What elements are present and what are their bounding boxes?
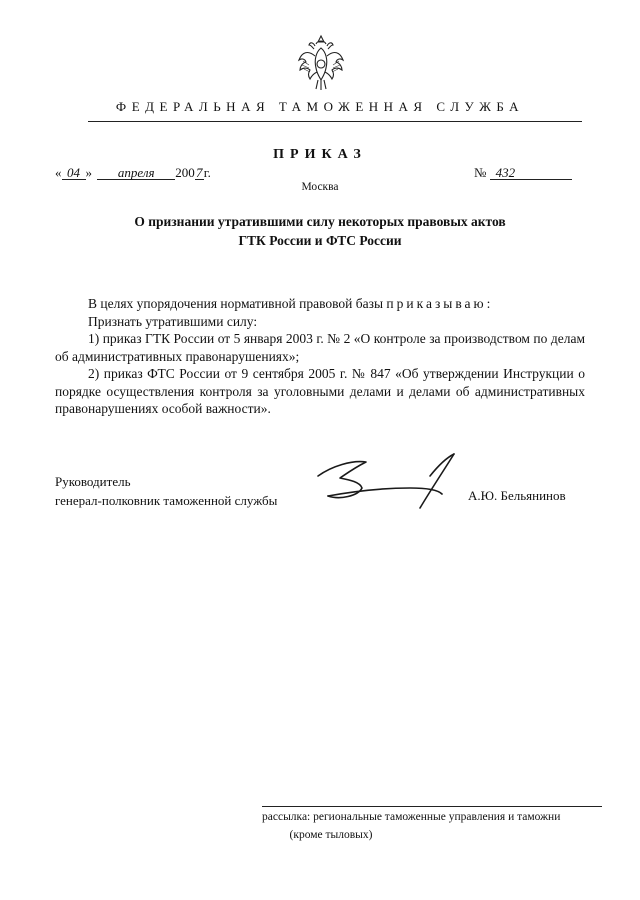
distribution-line-2: (кроме тыловых) <box>289 829 373 841</box>
body-item-2: 2) приказ ФТС России от 9 сентября 2005 г. № 847 «Об утверждении Инструкции о порядке осуществления контроля за уголовными делами и делами об административных правонарушениях особой важности». <box>55 366 585 416</box>
date-year-prefix: 200 <box>175 165 195 180</box>
date-year-suffix: 7 <box>196 165 203 180</box>
signatory-role <box>55 472 277 510</box>
subject-line-2: ГТК России и ФТС России <box>238 233 402 248</box>
order-city: Москва <box>301 181 339 193</box>
header-divider <box>88 121 582 122</box>
date-close-quote: » <box>85 165 92 180</box>
double-headed-eagle-emblem-icon <box>296 34 346 92</box>
number-value: 432 <box>490 166 572 180</box>
date-day: 04 <box>62 166 86 180</box>
number-label: № <box>474 165 487 180</box>
role-line-1: Руководитель <box>55 474 131 489</box>
handwritten-signature <box>310 448 480 523</box>
agency-name: ФЕДЕРАЛЬНАЯ ТАМОЖЕННАЯ СЛУЖБА <box>115 99 525 114</box>
date-month: апреля <box>97 166 175 180</box>
order-body <box>55 295 585 418</box>
role-line-2: генерал-полковник таможенной службы <box>55 493 278 508</box>
order-number <box>474 165 572 181</box>
date-open-quote: « <box>55 165 62 180</box>
intro-command: приказываю: <box>386 296 494 311</box>
order-subject <box>60 212 580 250</box>
subject-line-1: О признании утратившими силу некоторых правовых актов <box>134 214 506 229</box>
body-item-1: 1) приказ ГТК России от 5 января 2003 г. № 2 «О контроле за производством по делам об административных правонарушениях»; <box>55 331 585 364</box>
distribution-divider <box>262 806 602 807</box>
date-year-unit: г. <box>203 165 211 180</box>
body-declare: Признать утратившими силу: <box>88 313 258 329</box>
distribution-line-1: рассылка: региональные таможенные управления и таможни <box>262 811 561 823</box>
signatory-name: А.Ю. Бельянинов <box>468 488 566 503</box>
body-intro <box>55 295 585 313</box>
intro-text: В целях упорядочения нормативной правовой базы <box>88 296 384 311</box>
order-title: ПРИКАЗ <box>273 147 367 162</box>
order-date <box>55 165 211 181</box>
